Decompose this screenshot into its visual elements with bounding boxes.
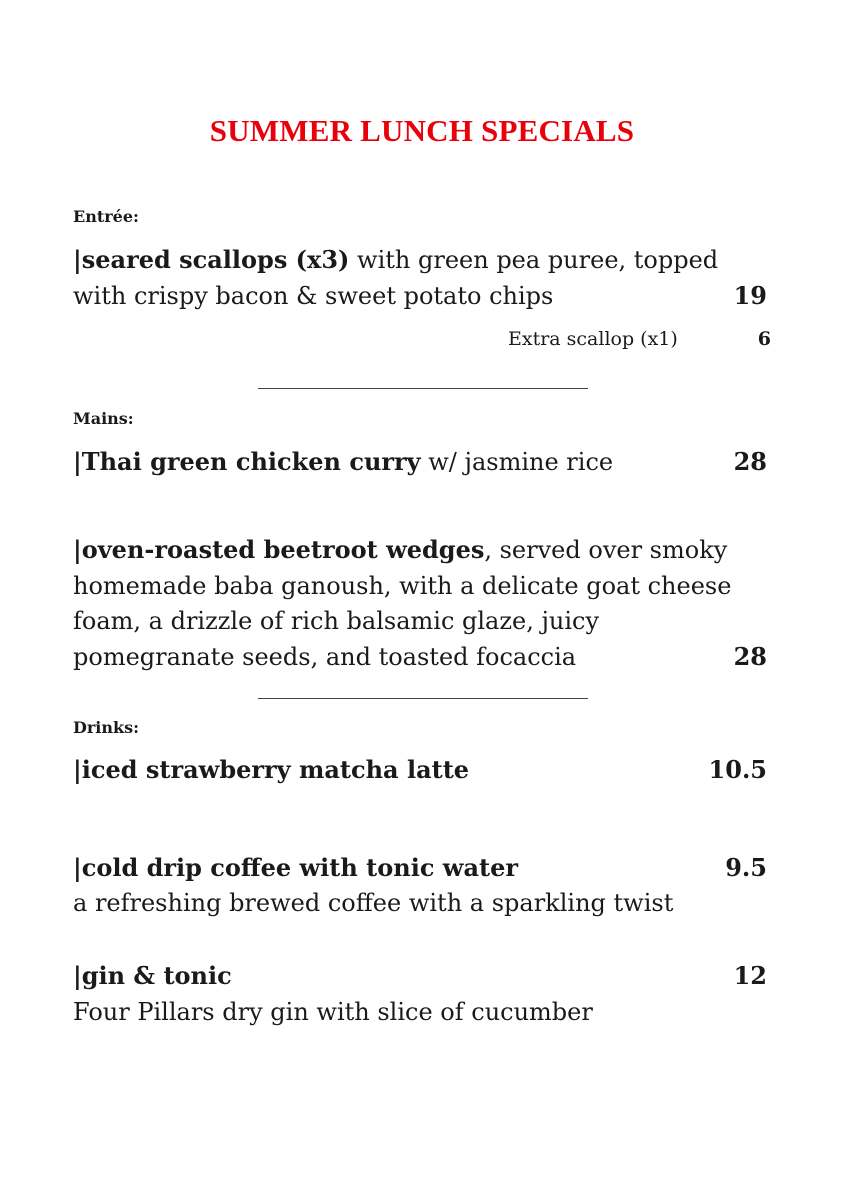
mains-item-1-line bbox=[73, 447, 614, 476]
extra-scallop-label: Extra scallop (x1) bbox=[508, 328, 678, 350]
drinks-item-1-name: |iced strawberry matcha latte bbox=[73, 755, 470, 784]
section-label-mains: Mains: bbox=[73, 409, 134, 428]
mains-item-2-name: |oven-roasted beetroot wedges bbox=[73, 535, 485, 564]
menu-title: SUMMER LUNCH SPECIALS bbox=[209, 113, 635, 148]
mains-item-2-line-1 bbox=[73, 535, 728, 564]
drinks-item-3-price: 12 bbox=[733, 961, 767, 990]
drinks-item-2-price: 9.5 bbox=[725, 853, 767, 882]
section-label-drinks: Drinks: bbox=[73, 718, 140, 737]
mains-item-1-desc: w/ jasmine rice bbox=[420, 448, 614, 476]
mains-item-2-desc-3: foam, a drizzle of rich balsamic glaze, juicy bbox=[73, 607, 600, 635]
drinks-item-3-desc: Four Pillars dry gin with slice of cucumber bbox=[73, 998, 593, 1026]
divider bbox=[258, 698, 588, 699]
mains-item-2-desc-1: , served over smoky bbox=[484, 536, 728, 564]
mains-item-2-desc-2: homemade baba ganoush, with a delicate goat cheese bbox=[73, 572, 732, 600]
mains-item-2-price: 28 bbox=[733, 642, 767, 671]
drinks-item-2-desc: a refreshing brewed coffee with a sparkling twist bbox=[73, 889, 674, 917]
section-label-entree: Entrée: bbox=[73, 207, 139, 226]
entree-item-name: |seared scallops (x3) bbox=[73, 245, 350, 274]
mains-item-2-desc-4: pomegranate seeds, and toasted focaccia bbox=[73, 643, 577, 671]
extra-scallop-price: 6 bbox=[757, 328, 771, 350]
entree-item-desc-1: with green pea puree, topped bbox=[349, 246, 719, 274]
entree-item-desc-2: with crispy bacon & sweet potato chips bbox=[73, 282, 554, 310]
drinks-item-3-name: |gin & tonic bbox=[73, 961, 232, 990]
drinks-item-1-price: 10.5 bbox=[708, 755, 767, 784]
mains-item-1-name: |Thai green chicken curry bbox=[73, 447, 421, 476]
entree-item-price: 19 bbox=[733, 281, 767, 310]
divider bbox=[258, 388, 588, 389]
drinks-item-2-name: |cold drip coffee with tonic water bbox=[73, 853, 519, 882]
entree-item-line-1 bbox=[73, 245, 719, 274]
mains-item-1-price: 28 bbox=[733, 447, 767, 476]
